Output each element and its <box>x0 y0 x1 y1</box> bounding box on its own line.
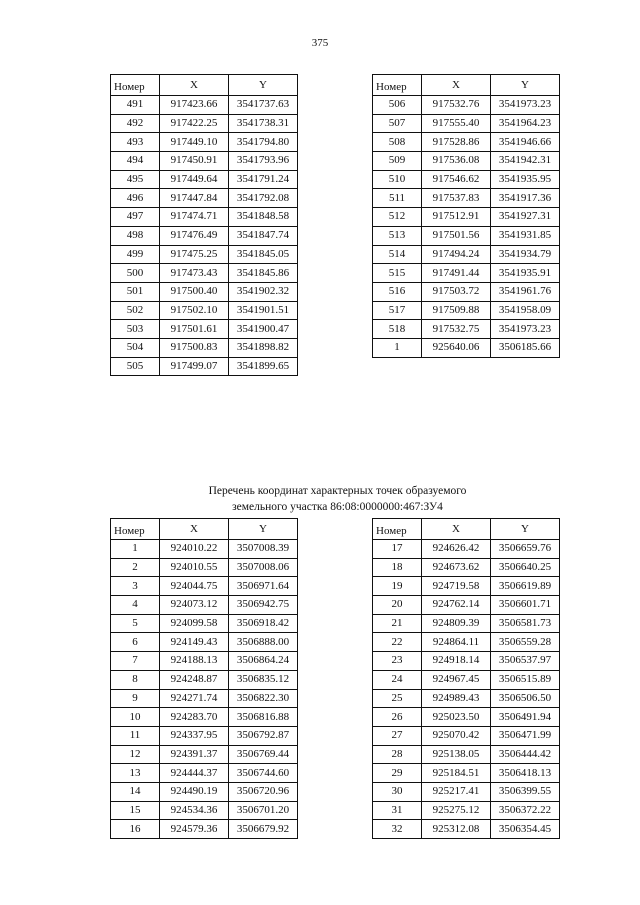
x-coordinate-cell: 924073.12 <box>160 596 229 615</box>
table-row <box>373 133 560 152</box>
column-header-number: Номер <box>111 519 160 540</box>
y-coordinate-cell: 3541973.23 <box>491 320 560 339</box>
x-coordinate-cell: 924271.74 <box>160 689 229 708</box>
point-number-cell: 491 <box>111 96 160 115</box>
point-number-cell: 1 <box>373 338 422 357</box>
x-coordinate-cell: 917532.75 <box>422 320 491 339</box>
table-row <box>373 152 560 171</box>
table-row <box>111 782 298 801</box>
point-number-cell: 7 <box>111 652 160 671</box>
table-row <box>373 577 560 596</box>
point-number-cell: 15 <box>111 801 160 820</box>
x-coordinate-cell: 925023.50 <box>422 708 491 727</box>
table-row <box>373 596 560 615</box>
y-coordinate-cell: 3506471.99 <box>491 726 560 745</box>
x-coordinate-cell: 924967.45 <box>422 670 491 689</box>
y-coordinate-cell: 3541901.51 <box>229 301 298 320</box>
point-number-cell: 12 <box>111 745 160 764</box>
column-header-number: Номер <box>373 519 422 540</box>
table-row <box>111 96 298 115</box>
table-row <box>373 726 560 745</box>
table-row <box>373 764 560 783</box>
y-coordinate-cell: 3506354.45 <box>491 820 560 839</box>
y-coordinate-cell: 3506701.20 <box>229 801 298 820</box>
point-number-cell: 503 <box>111 320 160 339</box>
point-number-cell: 501 <box>111 282 160 301</box>
table-row <box>111 614 298 633</box>
point-number-cell: 29 <box>373 764 422 783</box>
x-coordinate-cell: 924337.95 <box>160 726 229 745</box>
x-coordinate-cell: 917536.08 <box>422 152 491 171</box>
x-coordinate-cell: 917501.56 <box>422 226 491 245</box>
table-row <box>373 245 560 264</box>
point-number-cell: 8 <box>111 670 160 689</box>
table-row <box>373 320 560 339</box>
y-coordinate-cell: 3506744.60 <box>229 764 298 783</box>
x-coordinate-cell: 917491.44 <box>422 264 491 283</box>
y-coordinate-cell: 3506619.89 <box>491 577 560 596</box>
table-row <box>111 540 298 559</box>
y-coordinate-cell: 3541958.09 <box>491 301 560 320</box>
point-number-cell: 6 <box>111 633 160 652</box>
point-number-cell: 25 <box>373 689 422 708</box>
x-coordinate-cell: 924809.39 <box>422 614 491 633</box>
x-coordinate-cell: 917473.43 <box>160 264 229 283</box>
column-header-number: Номер <box>373 75 422 96</box>
table-row <box>111 689 298 708</box>
y-coordinate-cell: 3541946.66 <box>491 133 560 152</box>
x-coordinate-cell: 917422.25 <box>160 114 229 133</box>
coordinates-table-1 <box>110 74 298 376</box>
table-row <box>111 245 298 264</box>
table-row <box>373 670 560 689</box>
y-coordinate-cell: 3506399.55 <box>491 782 560 801</box>
point-number-cell: 514 <box>373 245 422 264</box>
y-coordinate-cell: 3506888.00 <box>229 633 298 652</box>
table-row <box>111 558 298 577</box>
table-row <box>373 264 560 283</box>
x-coordinate-cell: 917555.40 <box>422 114 491 133</box>
point-number-cell: 500 <box>111 264 160 283</box>
table-row <box>373 189 560 208</box>
x-coordinate-cell: 924762.14 <box>422 596 491 615</box>
column-header-x: X <box>160 75 229 96</box>
y-coordinate-cell: 3506640.25 <box>491 558 560 577</box>
x-coordinate-cell: 924391.37 <box>160 745 229 764</box>
y-coordinate-cell: 3541899.65 <box>229 357 298 376</box>
x-coordinate-cell: 917449.10 <box>160 133 229 152</box>
point-number-cell: 27 <box>373 726 422 745</box>
point-number-cell: 21 <box>373 614 422 633</box>
x-coordinate-cell: 924248.87 <box>160 670 229 689</box>
table-row <box>373 689 560 708</box>
y-coordinate-cell: 3506971.64 <box>229 577 298 596</box>
y-coordinate-cell: 3506679.92 <box>229 820 298 839</box>
x-coordinate-cell: 917499.07 <box>160 357 229 376</box>
y-coordinate-cell: 3541791.24 <box>229 170 298 189</box>
table-row <box>111 320 298 339</box>
table-row <box>111 801 298 820</box>
y-coordinate-cell: 3541845.05 <box>229 245 298 264</box>
x-coordinate-cell: 924010.55 <box>160 558 229 577</box>
point-number-cell: 11 <box>111 726 160 745</box>
table-row <box>373 96 560 115</box>
point-number-cell: 30 <box>373 782 422 801</box>
y-coordinate-cell: 3506720.96 <box>229 782 298 801</box>
y-coordinate-cell: 3541973.23 <box>491 96 560 115</box>
table-row <box>111 189 298 208</box>
table-row <box>373 633 560 652</box>
caption-line-1: Перечень координат характерных точек образуемого <box>208 485 467 497</box>
column-header-x: X <box>422 519 491 540</box>
table-row <box>111 670 298 689</box>
y-coordinate-cell: 3506491.94 <box>491 708 560 727</box>
column-header-y: Y <box>229 519 298 540</box>
point-number-cell: 10 <box>111 708 160 727</box>
x-coordinate-cell: 925275.12 <box>422 801 491 820</box>
table-row <box>111 652 298 671</box>
point-number-cell: 18 <box>373 558 422 577</box>
point-number-cell: 497 <box>111 208 160 227</box>
y-coordinate-cell: 3506559.28 <box>491 633 560 652</box>
point-number-cell: 19 <box>373 577 422 596</box>
y-coordinate-cell: 3541792.08 <box>229 189 298 208</box>
x-coordinate-cell: 924444.37 <box>160 764 229 783</box>
table-row <box>111 820 298 839</box>
table-row <box>111 264 298 283</box>
y-coordinate-cell: 3506372.22 <box>491 801 560 820</box>
x-coordinate-cell: 917503.72 <box>422 282 491 301</box>
x-coordinate-cell: 917474.71 <box>160 208 229 227</box>
x-coordinate-cell: 924864.11 <box>422 633 491 652</box>
x-coordinate-cell: 924010.22 <box>160 540 229 559</box>
column-header-y: Y <box>491 519 560 540</box>
y-coordinate-cell: 3541934.79 <box>491 245 560 264</box>
x-coordinate-cell: 924534.36 <box>160 801 229 820</box>
y-coordinate-cell: 3506942.75 <box>229 596 298 615</box>
y-coordinate-cell: 3506835.12 <box>229 670 298 689</box>
column-header-y: Y <box>491 75 560 96</box>
y-coordinate-cell: 3541898.82 <box>229 338 298 357</box>
coordinates-table-4 <box>372 518 560 839</box>
table-row <box>373 558 560 577</box>
column-header-y: Y <box>229 75 298 96</box>
x-coordinate-cell: 917450.91 <box>160 152 229 171</box>
table-row <box>373 614 560 633</box>
point-number-cell: 492 <box>111 114 160 133</box>
table-row <box>373 226 560 245</box>
y-coordinate-cell: 3541794.80 <box>229 133 298 152</box>
table-row <box>111 282 298 301</box>
y-coordinate-cell: 3541917.36 <box>491 189 560 208</box>
column-header-x: X <box>160 519 229 540</box>
x-coordinate-cell: 924099.58 <box>160 614 229 633</box>
table-row <box>373 652 560 671</box>
x-coordinate-cell: 924989.43 <box>422 689 491 708</box>
coordinates-table-3 <box>110 518 298 839</box>
table-row <box>373 282 560 301</box>
y-coordinate-cell: 3506418.13 <box>491 764 560 783</box>
y-coordinate-cell: 3541964.23 <box>491 114 560 133</box>
y-coordinate-cell: 3506581.73 <box>491 614 560 633</box>
point-number-cell: 493 <box>111 133 160 152</box>
table-row <box>111 226 298 245</box>
point-number-cell: 16 <box>111 820 160 839</box>
table-row <box>111 764 298 783</box>
x-coordinate-cell: 917449.64 <box>160 170 229 189</box>
x-coordinate-cell: 925312.08 <box>422 820 491 839</box>
y-coordinate-cell: 3506601.71 <box>491 596 560 615</box>
point-number-cell: 507 <box>373 114 422 133</box>
table-row <box>373 540 560 559</box>
y-coordinate-cell: 3541847.74 <box>229 226 298 245</box>
y-coordinate-cell: 3541738.31 <box>229 114 298 133</box>
point-number-cell: 495 <box>111 170 160 189</box>
table-row <box>373 820 560 839</box>
table-row <box>111 596 298 615</box>
point-number-cell: 5 <box>111 614 160 633</box>
point-number-cell: 2 <box>111 558 160 577</box>
x-coordinate-cell: 917476.49 <box>160 226 229 245</box>
table-row <box>111 114 298 133</box>
y-coordinate-cell: 3507008.06 <box>229 558 298 577</box>
point-number-cell: 4 <box>111 596 160 615</box>
column-header-x: X <box>422 75 491 96</box>
x-coordinate-cell: 917528.86 <box>422 133 491 152</box>
point-number-cell: 17 <box>373 540 422 559</box>
x-coordinate-cell: 917537.83 <box>422 189 491 208</box>
table-row <box>373 782 560 801</box>
point-number-cell: 13 <box>111 764 160 783</box>
column-header-number: Номер <box>111 75 160 96</box>
x-coordinate-cell: 917512.91 <box>422 208 491 227</box>
y-coordinate-cell: 3506506.50 <box>491 689 560 708</box>
point-number-cell: 510 <box>373 170 422 189</box>
point-number-cell: 506 <box>373 96 422 115</box>
y-coordinate-cell: 3506822.30 <box>229 689 298 708</box>
y-coordinate-cell: 3506444.42 <box>491 745 560 764</box>
x-coordinate-cell: 917500.40 <box>160 282 229 301</box>
point-number-cell: 496 <box>111 189 160 208</box>
point-number-cell: 505 <box>111 357 160 376</box>
point-number-cell: 14 <box>111 782 160 801</box>
x-coordinate-cell: 917494.24 <box>422 245 491 264</box>
point-number-cell: 22 <box>373 633 422 652</box>
point-number-cell: 515 <box>373 264 422 283</box>
x-coordinate-cell: 924490.19 <box>160 782 229 801</box>
table-row <box>111 338 298 357</box>
x-coordinate-cell: 917500.83 <box>160 338 229 357</box>
y-coordinate-cell: 3506515.89 <box>491 670 560 689</box>
table-row <box>373 801 560 820</box>
caption-line-2: земельного участка 86:08:0000000:467:ЗУ4 <box>232 501 443 513</box>
table-row <box>373 338 560 357</box>
y-coordinate-cell: 3541927.31 <box>491 208 560 227</box>
x-coordinate-cell: 925070.42 <box>422 726 491 745</box>
table-row <box>111 301 298 320</box>
table-row <box>373 114 560 133</box>
table-row <box>111 708 298 727</box>
point-number-cell: 498 <box>111 226 160 245</box>
point-number-cell: 512 <box>373 208 422 227</box>
y-coordinate-cell: 3541942.31 <box>491 152 560 171</box>
y-coordinate-cell: 3506537.97 <box>491 652 560 671</box>
table-caption <box>150 483 525 515</box>
y-coordinate-cell: 3541961.76 <box>491 282 560 301</box>
point-number-cell: 28 <box>373 745 422 764</box>
table-row <box>111 726 298 745</box>
y-coordinate-cell: 3507008.39 <box>229 540 298 559</box>
x-coordinate-cell: 924188.13 <box>160 652 229 671</box>
x-coordinate-cell: 925217.41 <box>422 782 491 801</box>
coordinates-table-2 <box>372 74 560 358</box>
x-coordinate-cell: 925640.06 <box>422 338 491 357</box>
x-coordinate-cell: 924283.70 <box>160 708 229 727</box>
y-coordinate-cell: 3541935.95 <box>491 170 560 189</box>
table-row <box>111 577 298 596</box>
x-coordinate-cell: 924673.62 <box>422 558 491 577</box>
x-coordinate-cell: 917447.84 <box>160 189 229 208</box>
table-row <box>111 633 298 652</box>
table-row <box>373 745 560 764</box>
point-number-cell: 32 <box>373 820 422 839</box>
y-coordinate-cell: 3506864.24 <box>229 652 298 671</box>
x-coordinate-cell: 917509.88 <box>422 301 491 320</box>
point-number-cell: 509 <box>373 152 422 171</box>
point-number-cell: 24 <box>373 670 422 689</box>
point-number-cell: 508 <box>373 133 422 152</box>
x-coordinate-cell: 924626.42 <box>422 540 491 559</box>
x-coordinate-cell: 917501.61 <box>160 320 229 339</box>
table-row <box>111 152 298 171</box>
point-number-cell: 518 <box>373 320 422 339</box>
x-coordinate-cell: 925184.51 <box>422 764 491 783</box>
x-coordinate-cell: 924149.43 <box>160 633 229 652</box>
table-row <box>373 708 560 727</box>
point-number-cell: 9 <box>111 689 160 708</box>
point-number-cell: 1 <box>111 540 160 559</box>
y-coordinate-cell: 3541848.58 <box>229 208 298 227</box>
table-row <box>373 301 560 320</box>
y-coordinate-cell: 3506659.76 <box>491 540 560 559</box>
point-number-cell: 23 <box>373 652 422 671</box>
point-number-cell: 517 <box>373 301 422 320</box>
x-coordinate-cell: 924918.14 <box>422 652 491 671</box>
y-coordinate-cell: 3541737.63 <box>229 96 298 115</box>
point-number-cell: 511 <box>373 189 422 208</box>
x-coordinate-cell: 917475.25 <box>160 245 229 264</box>
y-coordinate-cell: 3541793.96 <box>229 152 298 171</box>
table-row <box>373 208 560 227</box>
table-row <box>373 170 560 189</box>
y-coordinate-cell: 3541931.85 <box>491 226 560 245</box>
y-coordinate-cell: 3541935.91 <box>491 264 560 283</box>
y-coordinate-cell: 3506792.87 <box>229 726 298 745</box>
table-row <box>111 208 298 227</box>
x-coordinate-cell: 917532.76 <box>422 96 491 115</box>
x-coordinate-cell: 924044.75 <box>160 577 229 596</box>
y-coordinate-cell: 3506185.66 <box>491 338 560 357</box>
point-number-cell: 26 <box>373 708 422 727</box>
point-number-cell: 502 <box>111 301 160 320</box>
x-coordinate-cell: 924579.36 <box>160 820 229 839</box>
table-row <box>111 133 298 152</box>
table-row <box>111 745 298 764</box>
point-number-cell: 499 <box>111 245 160 264</box>
y-coordinate-cell: 3541900.47 <box>229 320 298 339</box>
y-coordinate-cell: 3506918.42 <box>229 614 298 633</box>
x-coordinate-cell: 917423.66 <box>160 96 229 115</box>
x-coordinate-cell: 917502.10 <box>160 301 229 320</box>
y-coordinate-cell: 3541845.86 <box>229 264 298 283</box>
table-row <box>111 357 298 376</box>
point-number-cell: 513 <box>373 226 422 245</box>
x-coordinate-cell: 925138.05 <box>422 745 491 764</box>
table-row <box>111 170 298 189</box>
point-number-cell: 3 <box>111 577 160 596</box>
x-coordinate-cell: 924719.58 <box>422 577 491 596</box>
page-number: 375 <box>311 37 329 49</box>
point-number-cell: 516 <box>373 282 422 301</box>
point-number-cell: 31 <box>373 801 422 820</box>
point-number-cell: 494 <box>111 152 160 171</box>
y-coordinate-cell: 3506816.88 <box>229 708 298 727</box>
point-number-cell: 20 <box>373 596 422 615</box>
y-coordinate-cell: 3506769.44 <box>229 745 298 764</box>
point-number-cell: 504 <box>111 338 160 357</box>
x-coordinate-cell: 917546.62 <box>422 170 491 189</box>
y-coordinate-cell: 3541902.32 <box>229 282 298 301</box>
